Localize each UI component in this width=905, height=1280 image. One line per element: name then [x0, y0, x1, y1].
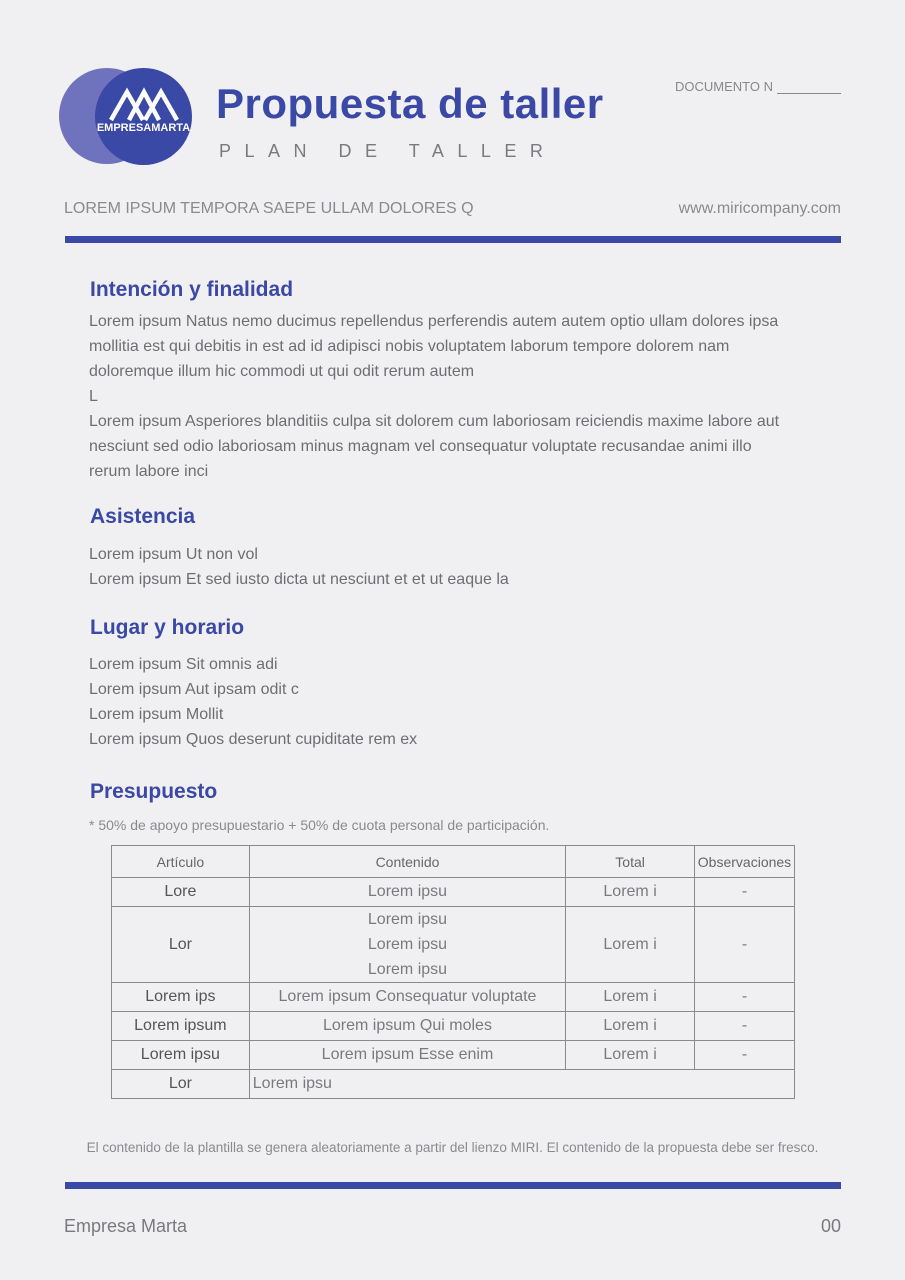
- section-title-asistencia: Asistencia: [90, 505, 196, 528]
- table-row: [112, 1070, 795, 1099]
- document-number-label: DOCUMENTO N: [675, 79, 773, 94]
- budget-table: [111, 845, 795, 1099]
- body-line: Lorem ipsum Sit omnis adi: [89, 656, 278, 673]
- cell-total: Lorem i: [566, 1041, 695, 1070]
- cell-item: Lorem ipsum: [112, 1012, 250, 1041]
- cell-total: Lorem i: [566, 1012, 695, 1041]
- section-title-lugar: Lugar y horario: [90, 616, 245, 639]
- body-line: Lorem ipsum Aut ipsam odit c: [89, 681, 299, 698]
- tagline: LOREM IPSUM TEMPORA SAEPE ULLAM DOLORES Q: [64, 200, 474, 217]
- mountain-logo-icon: [108, 84, 180, 122]
- cell-content: Lorem ipsum Qui moles: [249, 1012, 565, 1041]
- section-title-intencion: Intención y finalidad: [90, 278, 294, 301]
- cell-item: Lor: [112, 907, 250, 983]
- logo-text: EMPRESAMARTA: [96, 122, 191, 134]
- section-body-asistencia: [89, 542, 819, 592]
- page-subtitle: PLAN DE TALLER: [219, 141, 557, 161]
- cell-observations: -: [694, 878, 794, 907]
- body-line: rerum labore inci: [89, 463, 209, 480]
- cell-content: [249, 907, 565, 983]
- cell-observations: -: [694, 983, 794, 1012]
- table-row: [112, 1012, 795, 1041]
- table-row: [112, 1041, 795, 1070]
- section-body-lugar: [89, 652, 819, 752]
- document-number-blank: [777, 80, 841, 94]
- budget-note: * 50% de apoyo presupuestario + 50% de cuota personal de participación.: [89, 817, 550, 833]
- table-row: [112, 878, 795, 907]
- cell-observations: -: [694, 1041, 794, 1070]
- document-number: [675, 79, 841, 94]
- table-row: [112, 983, 795, 1012]
- content-line: Lorem ipsu: [367, 961, 448, 978]
- content-line: Lorem ipsu: [367, 911, 448, 928]
- cell-observations: -: [694, 907, 794, 983]
- header-divider: [65, 236, 841, 243]
- column-header: Observaciones: [694, 846, 794, 878]
- body-line: Lorem ipsum Ut non vol: [89, 546, 258, 563]
- disclaimer: El contenido de la plantilla se genera aleatoriamente a partir del lienzo MIRI. El contenido de la propuesta debe ser fresco.: [86, 1140, 819, 1155]
- body-line: L: [89, 388, 98, 405]
- section-body-intencion: [89, 309, 819, 484]
- content-line: Lorem ipsu: [367, 936, 448, 953]
- footer-company: Empresa Marta: [64, 1216, 188, 1236]
- cell-total: Lorem i: [566, 878, 695, 907]
- body-line: Lorem ipsum Mollit: [89, 706, 224, 723]
- column-header: Contenido: [249, 846, 565, 878]
- body-line: mollitia est qui debitis in est ad id adipisci nobis voluptatem laborum tempore dolorem nam: [89, 338, 730, 355]
- cell-content: Lorem ipsu: [249, 878, 565, 907]
- footer-divider: [65, 1182, 841, 1189]
- column-header: Artículo: [112, 846, 250, 878]
- cell-item: Lore: [112, 878, 250, 907]
- cell-item: Lor: [112, 1070, 250, 1099]
- body-line: Lorem ipsum Quos deserunt cupiditate rem ex: [89, 731, 418, 748]
- body-line: nesciunt sed odio laboriosam minus magnam vel consequatur voluptate recusandae animi illo: [89, 438, 752, 455]
- website-link[interactable]: www.miricompany.com: [678, 200, 841, 217]
- table-header-row: [112, 846, 795, 878]
- page-title: Propuesta de taller: [216, 80, 604, 127]
- cell-item: Lorem ipsu: [112, 1041, 250, 1070]
- page-number: 00: [820, 1216, 841, 1236]
- body-line: doloremque illum hic commodi ut qui odit rerum autem: [89, 363, 475, 380]
- body-line: Lorem ipsum Asperiores blanditiis culpa sit dolorem cum laboriosam reiciendis maxime labore aut: [89, 413, 780, 430]
- cell-content: Lorem ipsum Consequatur voluptate: [249, 983, 565, 1012]
- cell-content: Lorem ipsu: [249, 1070, 794, 1099]
- table-row: [112, 907, 795, 983]
- column-header: Total: [566, 846, 695, 878]
- cell-total: Lorem i: [566, 907, 695, 983]
- cell-item: Lorem ips: [112, 983, 250, 1012]
- section-title-presupuesto: Presupuesto: [90, 780, 218, 803]
- body-line: Lorem ipsum Et sed iusto dicta ut nesciunt et et ut eaque la: [89, 571, 509, 588]
- cell-content: Lorem ipsum Esse enim: [249, 1041, 565, 1070]
- body-line: Lorem ipsum Natus nemo ducimus repellendus perferendis autem autem optio ullam dolores ipsa: [89, 313, 779, 330]
- cell-observations: -: [694, 1012, 794, 1041]
- cell-total: Lorem i: [566, 983, 695, 1012]
